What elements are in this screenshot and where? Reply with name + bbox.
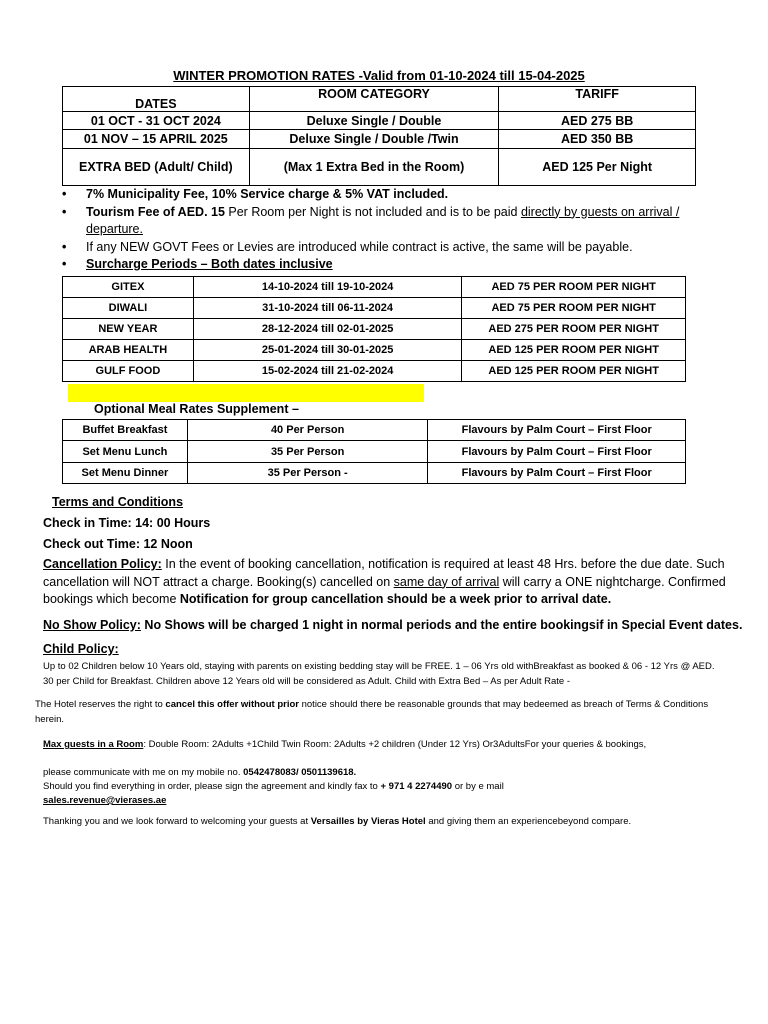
surcharge-cell: 25-01-2024 till 30-01-2025 (193, 340, 462, 361)
cancellation-label: Cancellation Policy: (43, 557, 162, 571)
reserve-text-2: notice should there be reasonable grounds that may bedeemed as breach of Terms & Conditions herein. (35, 699, 709, 725)
fee-bullet-list (62, 186, 702, 274)
rates-header-category: ROOM CATEGORY (249, 87, 499, 112)
surcharge-table (62, 276, 686, 382)
no-show-label: No Show Policy: (43, 618, 141, 632)
meal-cell: Flavours by Palm Court – First Floor (428, 420, 686, 441)
list-item (62, 186, 702, 204)
meal-cell: 40 Per Person (187, 420, 428, 441)
rates-cell: Deluxe Single / Double (249, 112, 499, 130)
table-row (63, 130, 696, 149)
meal-cell: 35 Per Person - (187, 463, 428, 484)
list-item (62, 204, 702, 239)
cancellation-text-2: will carry a ONE nightcharge. Confirmed bookings which become (43, 574, 726, 606)
reserve-bold: cancel this offer without prior (165, 699, 299, 710)
hotel-name: Versailles by Vieras Hotel (310, 816, 426, 827)
meal-cell: Flavours by Palm Court – First Floor (428, 463, 686, 484)
table-row (63, 277, 686, 298)
rates-cell: 01 OCT - 31 OCT 2024 (63, 112, 250, 130)
no-show-policy (43, 617, 743, 635)
contact-mobile (43, 766, 356, 780)
child-policy-label: Child Policy: (43, 642, 119, 656)
rates-cell: (Max 1 Extra Bed in the Room) (249, 149, 499, 186)
child-policy-text: Up to 02 Children below 10 Years old, staying with parents on existing bedding stay will be FREE. 1 – 06 Yrs old withBreakfast as booked & 06 - 12 Yrs @ AED. 30 per Child for Breakfast. Children above 12 Years old will be considered as Adult. Child with Extra Bed – As per Adult Rate - (43, 661, 715, 687)
meal-cell: Flavours by Palm Court – First Floor (428, 441, 686, 463)
max-guests-label: Max guests in a Room (43, 739, 144, 750)
email-link[interactable]: sales.revenue@vierases.ae (43, 795, 167, 806)
meal-heading: Optional Meal Rates Supplement – (94, 402, 299, 416)
list-item (62, 256, 702, 274)
mobile-text: please communicate with me on my mobile no. (43, 767, 244, 778)
meal-cell: 35 Per Person (187, 441, 428, 463)
meal-cell: Set Menu Lunch (63, 441, 188, 463)
max-guests-text: : Double Room: 2Adults +1Child Twin Room: 2Adults +2 children (Under 12 Yrs) Or3AdultsFor your queries & bookings, (143, 739, 647, 750)
surcharge-cell: 14-10-2024 till 19-10-2024 (193, 277, 462, 298)
rates-cell: AED 275 BB (499, 112, 696, 130)
thanks-text-2: and giving them an experiencebeyond compare. (425, 816, 632, 827)
surcharge-cell: AED 75 PER ROOM PER NIGHT (462, 298, 686, 319)
mobile-number: 0542478083/ 0501139618. (243, 767, 357, 778)
fees-text: 7% Municipality Fee, 10% Service charge & 5% VAT included. (86, 187, 449, 201)
fax-number: + 971 4 2274490 (380, 781, 453, 792)
rates-cell: EXTRA BED (Adult/ Child) (63, 149, 250, 186)
reserve-text: The Hotel reserves the right to (35, 699, 166, 710)
surcharge-cell: 28-12-2024 till 02-01-2025 (193, 319, 462, 340)
page-title: WINTER PROMOTION RATES -Valid from 01-10-2024 till 15-04-2025 (173, 68, 585, 83)
table-row (63, 361, 686, 382)
rates-cell: 01 NOV – 15 APRIL 2025 (63, 130, 250, 149)
check-out-time: Check out Time: 12 Noon (43, 537, 193, 551)
surcharge-cell: AED 125 PER ROOM PER NIGHT (462, 340, 686, 361)
surcharge-cell: GITEX (63, 277, 194, 298)
check-in-time: Check in Time: 14: 00 Hours (43, 516, 211, 530)
table-row (63, 420, 686, 441)
tourism-fee-payment: directly by guests on arrival / departure. (86, 204, 680, 236)
thanks-text: Thanking you and we look forward to welcoming your guests at (43, 816, 311, 827)
govt-fees-text: If any NEW GOVT Fees or Levies are introduced while contract is active, the same will be payable. (86, 239, 633, 254)
rates-header-dates: DATES (63, 87, 250, 112)
yellow-highlight-bar (68, 384, 424, 402)
surcharge-cell: ARAB HEALTH (63, 340, 194, 361)
rates-cell: AED 350 BB (499, 130, 696, 149)
rates-cell: AED 125 Per Night (499, 149, 696, 186)
table-row (63, 112, 696, 130)
table-row (63, 298, 686, 319)
list-item (62, 239, 702, 257)
table-row (63, 319, 686, 340)
surcharge-cell: DIWALI (63, 298, 194, 319)
rates-table (62, 86, 696, 186)
reservation-notice (35, 697, 725, 727)
group-cancellation-note: Notification for group cancellation should be a week prior to arrival date. (179, 592, 612, 606)
tourism-fee-label: Tourism Fee of AED. 15 (86, 204, 225, 219)
rates-cell: Deluxe Single / Double /Twin (249, 130, 499, 149)
cancellation-same-day: same day of arrival (393, 574, 500, 589)
surcharge-heading: Surcharge Periods – Both dates inclusive (86, 257, 333, 271)
surcharge-cell: 31-10-2024 till 06-11-2024 (193, 298, 462, 319)
table-row (63, 441, 686, 463)
surcharge-cell: AED 125 PER ROOM PER NIGHT (462, 361, 686, 382)
fax-text-2: or by e mail (452, 781, 504, 792)
rates-header-tariff: TARIFF (499, 87, 696, 112)
surcharge-cell: 15-02-2024 till 21-02-2024 (193, 361, 462, 382)
meal-cell: Set Menu Dinner (63, 463, 188, 484)
surcharge-cell: AED 75 PER ROOM PER NIGHT (462, 277, 686, 298)
table-row (63, 463, 686, 484)
cancellation-policy (43, 556, 733, 609)
cancellation-text: In the event of booking cancellation, notification is required at least 48 Hrs. before the due date. Such cancellation will NOT attract a charge. Booking(s) cancelled on (43, 557, 725, 589)
surcharge-cell: NEW YEAR (63, 319, 194, 340)
rates-header-row (63, 87, 696, 112)
max-guests (43, 738, 743, 752)
meal-table (62, 419, 686, 484)
no-show-text: No Shows will be charged 1 night in normal periods and the entire bookingsif in Special Event dates. (140, 618, 743, 632)
surcharge-cell: AED 275 PER ROOM PER NIGHT (462, 319, 686, 340)
terms-heading: Terms and Conditions (52, 495, 184, 509)
fax-text: Should you find everything in order, please sign the agreement and kindly fax to (43, 781, 381, 792)
meal-cell: Buffet Breakfast (63, 420, 188, 441)
table-row (63, 149, 696, 186)
closing-note (43, 815, 743, 829)
table-row (63, 340, 686, 361)
tourism-fee-text: Per Room per Night is not included and is to be paid (224, 204, 521, 219)
surcharge-cell: GULF FOOD (63, 361, 194, 382)
fax-instruction (43, 780, 504, 794)
